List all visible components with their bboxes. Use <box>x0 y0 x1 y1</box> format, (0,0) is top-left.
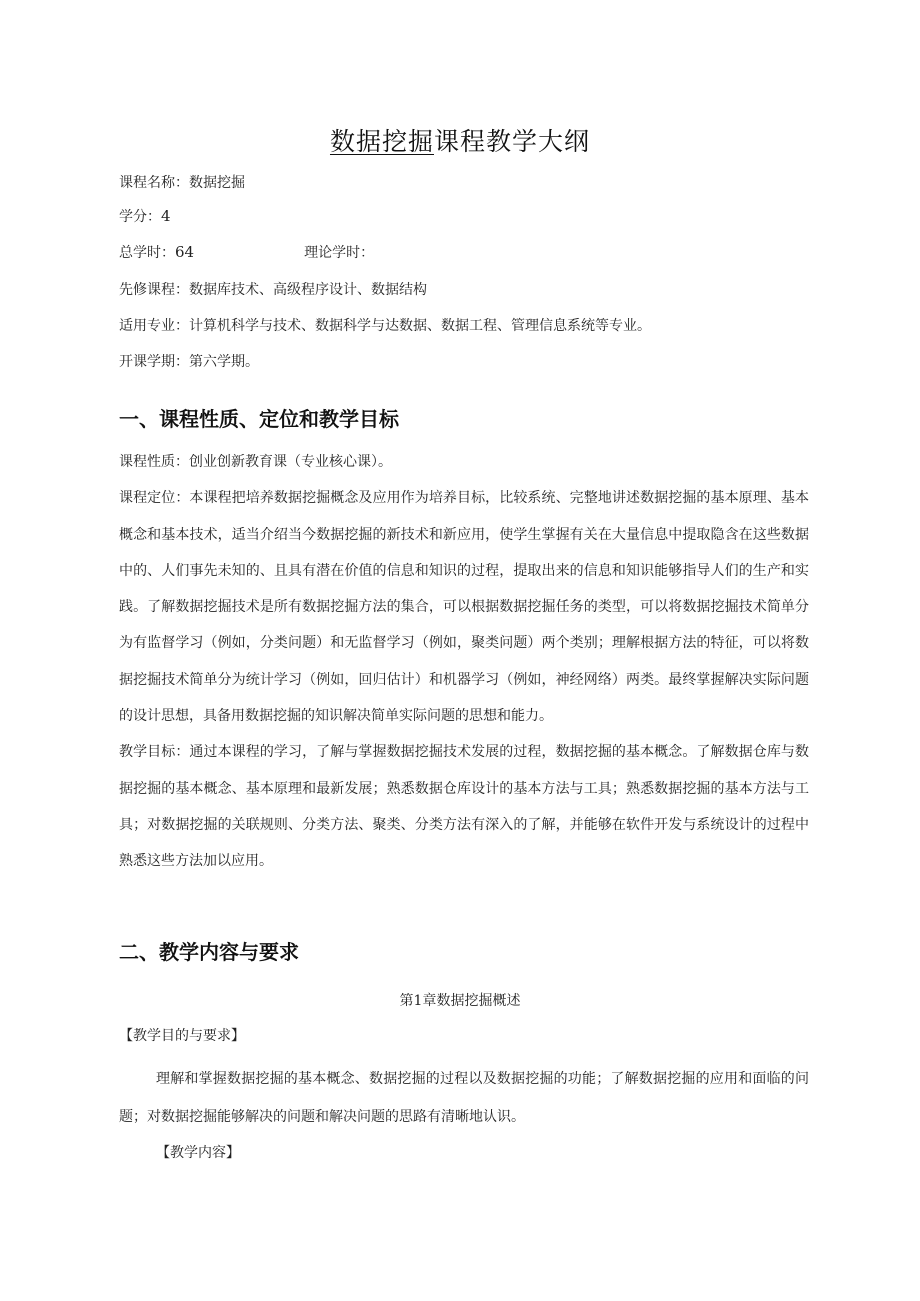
course-name: 课程名称：数据挖掘 <box>119 175 245 191</box>
total-hours-value: 64 <box>175 243 195 261</box>
purpose-text: 理解和掌握数据挖掘的基本概念、数据挖掘的过程以及数据挖掘的功能；了解数据挖掘的应用和面临的问题；对数据挖掘能够解决的问题和解决问题的思路有清晰地认识。 <box>119 1071 809 1125</box>
credits <box>119 206 171 226</box>
section-heading-1: 一、课程性质、定位和教学目标 <box>119 407 399 431</box>
purpose-label: 【教学目的与要求】 <box>119 1028 245 1044</box>
chapter-title: 第1章数据挖掘概述 <box>399 993 521 1009</box>
total-hours-label: 总学时： <box>119 245 175 261</box>
content-label: 【教学内容】 <box>156 1145 240 1161</box>
semester: 开课学期：第六学期。 <box>119 354 259 370</box>
document-title <box>0 122 920 158</box>
course-positioning: 课程定位：本课程把培养数据挖掘概念及应用作为培养目标，比较系统、完整地讲述数据挖掘的基本原理、基本概念和基本技术，适当介绍当今数据挖掘的新技术和新应用，使学生掌握有关在大量信息中提取隐含在这些数据中的、人们事先未知的、且具有潜在价值的信息和知识的过程，提取出来的信息和知识能够指导人们的生产和实践。了解数据挖掘技术是所有数据挖掘方法的集合，可以根据数据挖掘任务的类型，可以将数据挖掘技术简单分为有监督学习（例如，分类问题）和无监督学习（例如，聚类问题）两个类别；理解根据方法的特征，可以将数据挖掘技术简单分为统计学习（例如，回归估计）和机器学习（例如，神经网络）两类。最终掌握解决实际问题的设计思想，具备用数据挖掘的知识解决简单实际问题的思想和能力。 <box>119 490 809 725</box>
credits-label: 学分： <box>119 209 161 225</box>
section1-body <box>119 444 809 880</box>
section-heading-2: 二、教学内容与要求 <box>119 940 299 964</box>
hours-row <box>119 242 374 262</box>
theory-hours: 理论学时： <box>304 245 375 261</box>
prerequisites: 先修课程：数据库技术、高级程序设计、数据结构 <box>119 282 427 298</box>
teaching-objectives: 教学目标：通过本课程的学习，了解与掌握数据挖掘技术发展的过程，数据挖掘的基本概念。了解数据仓库与数据挖掘的基本概念、基本原理和最新发展；熟悉数据仓库设计的基本方法与工具；熟悉数据挖掘的基本方法与工具；对数据挖掘的关联规则、分类方法、聚类、分类方法有深入的了解，并能够在软件开发与系统设计的过程中熟悉这些方法加以应用。 <box>119 744 809 870</box>
course-nature: 课程性质：创业创新教育课（专业核心课）。 <box>119 454 392 470</box>
title-rest: 课程教学大纲 <box>434 127 591 156</box>
title-underlined-part: 数据挖掘 <box>329 127 434 156</box>
credits-value: 4 <box>161 207 171 225</box>
applicable-majors: 适用专业：计算机科学与技术、数据科学与达数据、数据工程、管理信息系统等专业。 <box>119 318 651 334</box>
